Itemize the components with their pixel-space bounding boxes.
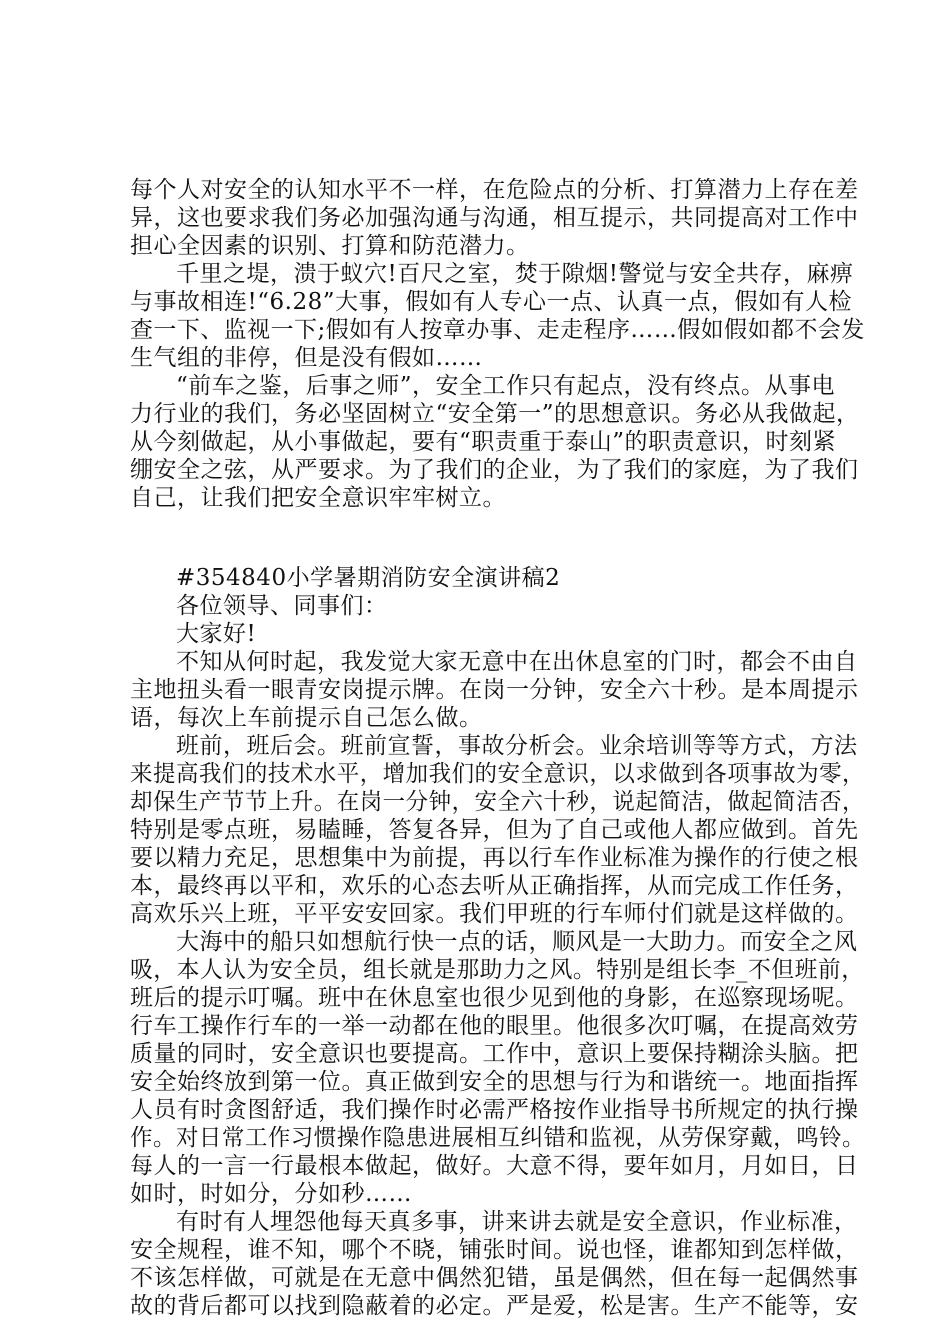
text-line: 不知从何时起，我发觉大家无意中在出休息室的门时，都会不由自 (176, 649, 858, 675)
paragraph (130, 648, 865, 732)
text-line: 力行业的我们，务必坚固树立“安全第一”的思想意识。务必从我做起， (130, 401, 860, 427)
paragraph (130, 732, 865, 928)
text-line: 故的背后都可以找到隐蔽着的必定。严是爱，松是害。生产不能等，安 (130, 1293, 859, 1319)
text-line: 从今刻做起，从小事做起，要有“职责重于泰山”的职责意识，时刻紧 (130, 429, 837, 455)
text-line: 语，每次上车前提示自己怎么做。 (130, 705, 483, 731)
paragraph (130, 372, 865, 512)
text-line: 安全规程，谁不知，哪个不晓，铺张时间。说也怪，谁都知到怎样做， (130, 1237, 859, 1263)
text-line: 如时，时如分，分如秒…… (130, 1181, 412, 1207)
greeting: 大家好! (176, 621, 257, 647)
salutation: 各位领导、同事们： (176, 593, 388, 619)
text-line: 与事故相连!“6.28”大事，假如有人专心一点、认真一点，假如有人检 (130, 289, 852, 315)
text-line: 人员有时贪图舒适，我们操作时必需严格按作业指导书所规定的执行操 (130, 1097, 859, 1123)
paragraph (130, 176, 865, 260)
text-line: 大海中的船只如想航行快一点的话，顺风是一大助力。而安全之风 (176, 929, 858, 955)
text-line: 质量的同时，安全意识也要提高。工作中，意识上要保持糊涂头脑。把 (130, 1041, 859, 1067)
text-line: 绷安全之弦，从严要求。为了我们的企业，为了我们的家庭，为了我们 (130, 457, 859, 483)
text-line: 班后的提示叮嘱。班中在休息室也很少见到他的身影，在巡察现场呢。 (130, 985, 859, 1011)
paragraph (130, 260, 865, 372)
text-line: 担心全因素的识别、打算和防范潜力。 (130, 233, 530, 259)
paragraph (130, 1208, 865, 1320)
text-line: 要以精力充足，思想集中为前提，再以行车作业标准为操作的行使之根 (130, 845, 859, 871)
text-line: 每个人对安全的认知水平不一样，在危险点的分析、打算潜力上存在差 (130, 177, 859, 203)
text-line: 作。对日常工作习惯操作隐患进展相互纠错和监视，从劳保穿戴，鸣铃。 (130, 1125, 866, 1151)
text-line: 不该怎样做，可就是在无意中偶然犯错，虽是偶然，但在每一起偶然事 (130, 1265, 859, 1291)
text-line: 安全始终放到第一位。真正做到安全的思想与行为和谐统一。地面指挥 (130, 1069, 859, 1095)
text-line: 有时有人埋怨他每天真多事，讲来讲去就是安全意识，作业标准， (176, 1209, 858, 1235)
text-line: “前车之鉴，后事之师”，安全工作只有起点，没有终点。从事电 (176, 373, 836, 399)
text-line: 每人的一言一行最根本做起，做好。大意不得，要年如月，月如日，日 (130, 1153, 859, 1179)
section-gap (130, 512, 865, 564)
text-line: 自己，让我们把安全意识牢牢树立。 (130, 485, 506, 511)
paragraph (130, 928, 865, 1208)
text-line: 查一下、监视一下;假如有人按章办事、走走程序……假如假如都不会发 (130, 317, 865, 343)
text-line: 高欢乐兴上班，平平安安回家。我们甲班的行车师付们就是这样做的。 (130, 901, 859, 927)
text-line: 千里之堤，溃于蚁穴!百尺之室，焚于隙烟!警觉与安全共存，麻痹 (176, 261, 854, 287)
text-line: 却保生产节节上升。在岗一分钟，安全六十秒，说起简洁，做起简洁否， (130, 789, 866, 815)
text-line: 特别是零点班，易瞌睡，答复各异，但为了自己或他人都应做到。首先 (130, 817, 859, 843)
text-line: 班前，班后会。班前宣誓，事故分析会。业余培训等等方式，方法 (176, 733, 858, 759)
text-line: 主地扭头看一眼青安岗提示牌。在岗一分钟，安全六十秒。是本周提示 (130, 677, 859, 703)
text-line: 异，这也要求我们务必加强沟通与沟通，相互提示，共同提高对工作中 (130, 205, 859, 231)
text-line: 行车工操作行车的一举一动都在他的眼里。他很多次叮嘱，在提高效劳 (130, 1013, 859, 1039)
section-title: #354840小学暑期消防安全演讲稿2 (176, 565, 561, 591)
text-line: 吸，本人认为安全员，组长就是那助力之风。特别是组长李_不但班前， (130, 957, 865, 983)
text-line: 来提高我们的技术水平，增加我们的安全意识，以求做到各项事故为零， (130, 761, 866, 787)
document-page (130, 176, 865, 1320)
text-line: 生气组的非停，但是没有假如…… (130, 345, 483, 371)
text-line: 本，最终再以平和，欢乐的心态去听从正确指挥，从而完成工作任务， (130, 873, 859, 899)
